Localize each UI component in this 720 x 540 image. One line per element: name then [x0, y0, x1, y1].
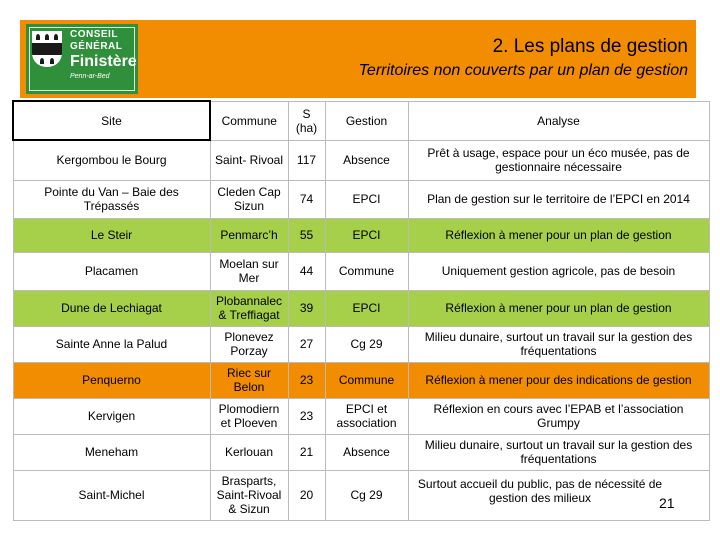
- table-row: [13, 180, 709, 218]
- cell-gestion: Cg 29: [325, 470, 408, 520]
- slide-title: 2. Les plans de gestion: [492, 36, 688, 57]
- cell-analyse: Réflexion à mener pour des indications de gestion: [408, 362, 709, 398]
- logo-line-2: GÉNÉRAL: [70, 41, 123, 52]
- cell-gestion: Commune: [325, 362, 408, 398]
- cell-surface: 23: [288, 398, 325, 434]
- table-row: [13, 252, 709, 290]
- cell-surface: 20: [288, 470, 325, 520]
- cell-analyse: Uniquement gestion agricole, pas de besoin: [408, 252, 709, 290]
- cell-gestion: EPCI: [325, 180, 408, 218]
- sites-table: [12, 100, 710, 521]
- table-row: [13, 362, 709, 398]
- crest-band: [32, 43, 62, 55]
- cell-gestion: EPCI: [325, 218, 408, 252]
- logo-line-1: CONSEIL: [70, 29, 118, 40]
- cell-commune: Kerlouan: [210, 434, 288, 470]
- logo-text: [70, 30, 137, 80]
- ermine-mark: [50, 58, 54, 64]
- cell-analyse: Réflexion en cours avec l’EPAB et l’association Grumpy: [408, 398, 709, 434]
- column-header-surface: [288, 101, 325, 140]
- cell-analyse: Réflexion à mener pour un plan de gestion: [408, 290, 709, 326]
- cell-commune: Plomodiern et Ploeven: [210, 398, 288, 434]
- table-row: [13, 218, 709, 252]
- cell-site: Saint-Michel: [13, 470, 210, 520]
- slide-header: [20, 20, 696, 98]
- cell-commune: Penmarc’h: [210, 218, 288, 252]
- cell-gestion: Commune: [325, 252, 408, 290]
- logo-line-3: Finistère: [70, 53, 137, 70]
- cell-surface: 27: [288, 326, 325, 362]
- cell-gestion: Absence: [325, 140, 408, 180]
- cell-gestion: Absence: [325, 434, 408, 470]
- column-header-site: Site: [13, 101, 210, 140]
- cell-site: Le Steir: [13, 218, 210, 252]
- surface-label: S: [302, 106, 311, 121]
- cell-gestion: EPCI: [325, 290, 408, 326]
- logo-line-4: Penn-ar-Bed: [70, 73, 110, 80]
- column-header-analyse: Analyse: [408, 101, 709, 140]
- ermine-crest-icon: [32, 31, 62, 67]
- column-header-commune: Commune: [210, 101, 288, 140]
- cell-surface: 117: [288, 140, 325, 180]
- ermine-mark: [45, 34, 49, 40]
- cell-commune: Riec sur Belon: [210, 362, 288, 398]
- cell-site: Meneham: [13, 434, 210, 470]
- table-row: [13, 434, 709, 470]
- cell-analyse: Milieu dunaire, surtout un travail sur la gestion des fréquentations: [408, 326, 709, 362]
- table-header-row: [13, 101, 709, 140]
- cell-analyse: Milieu dunaire, surtout un travail sur la gestion des fréquentations: [408, 434, 709, 470]
- cell-surface: 74: [288, 180, 325, 218]
- cell-gestion: EPCI et association: [325, 398, 408, 434]
- cell-site: Dune de Lechiagat: [13, 290, 210, 326]
- cell-commune: Plonevez Porzay: [210, 326, 288, 362]
- cell-site: Penquerno: [13, 362, 210, 398]
- cell-site: Kervigen: [13, 398, 210, 434]
- cell-commune: Moelan sur Mer: [210, 252, 288, 290]
- cell-commune: Brasparts, Saint-Rivoal & Sizun: [210, 470, 288, 520]
- table-row: [13, 398, 709, 434]
- cell-commune: Saint- Rivoal: [210, 140, 288, 180]
- cell-commune: Cleden Cap Sizun: [210, 180, 288, 218]
- surface-unit: (ha): [295, 120, 318, 135]
- slide-subtitle: Territoires non couverts par un plan de gestion: [358, 62, 688, 79]
- cell-surface: 44: [288, 252, 325, 290]
- conseil-general-finistere-logo: [26, 24, 138, 94]
- cell-surface: 21: [288, 434, 325, 470]
- cell-gestion: Cg 29: [325, 326, 408, 362]
- cell-site: Kergombou le Bourg: [13, 140, 210, 180]
- column-header-gestion: Gestion: [325, 101, 408, 140]
- cell-commune: Plobannalec & Treffiagat: [210, 290, 288, 326]
- ermine-mark: [40, 58, 44, 64]
- cell-surface: 23: [288, 362, 325, 398]
- cell-surface: 55: [288, 218, 325, 252]
- cell-analyse: Surtout accueil du public, pas de nécessité de gestion des milieux: [408, 470, 709, 520]
- cell-site: Sainte Anne la Palud: [13, 326, 210, 362]
- cell-analyse: Réflexion à mener pour un plan de gestion: [408, 218, 709, 252]
- cell-site: Placamen: [13, 252, 210, 290]
- cell-analyse: Prêt à usage, espace pour un éco musée, pas de gestionnaire nécessaire: [408, 140, 709, 180]
- table-row: [13, 470, 709, 520]
- table-row: [13, 326, 709, 362]
- cell-analyse: Plan de gestion sur le territoire de l’EPCI en 2014: [408, 180, 709, 218]
- ermine-mark: [54, 34, 58, 40]
- ermine-mark: [36, 34, 40, 40]
- cell-surface: 39: [288, 290, 325, 326]
- cell-site: Pointe du Van – Baie des Trépassés: [13, 180, 210, 218]
- table-row: [13, 140, 709, 180]
- page-number: 21: [659, 495, 675, 511]
- table-row: [13, 290, 709, 326]
